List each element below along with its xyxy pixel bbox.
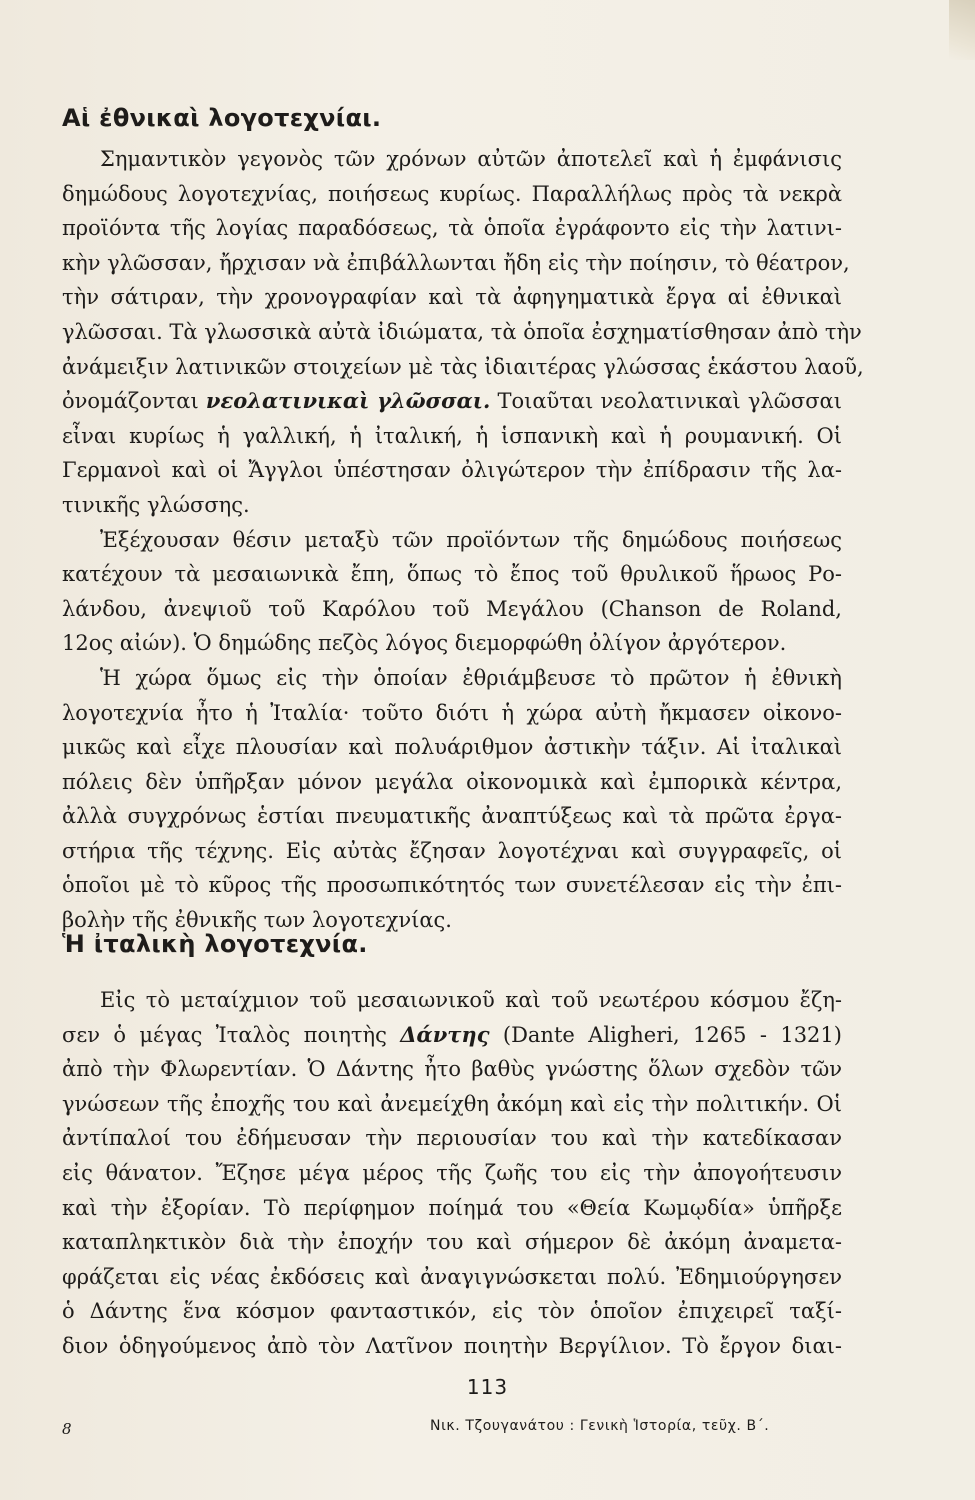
text-line: τὴν σάτιραν, τὴν χρονογραφίαν καὶ τὰ ἀφηγηματικὰ ἔργα αἱ ἐθνικαὶ	[62, 285, 842, 310]
text-line: Εἰς τὸ μεταίχμιον τοῦ μεσαιωνικοῦ καὶ τοῦ νεωτέρου κόσμου ἔζη-	[100, 988, 842, 1012]
text-line: βολὴν τῆς ἐθνικῆς των λογοτεχνίας.	[62, 908, 452, 933]
text-line: λογοτεχνία ἦτο ἡ Ἰταλία· τοῦτο διότι ἡ χώρα αὐτὴ ἤκμασεν οἰκονο-	[62, 700, 842, 725]
text-line: ὁ Δάντης ἕνα κόσμον φανταστικόν, εἰς τὸν ὁποῖον ἐπιχειρεῖ ταξί-	[62, 1299, 842, 1324]
text-line: γνώσεων τῆς ἐποχῆς του καὶ ἀνεμείχθη ἀκόμη καὶ εἰς τὴν πολιτικήν. Οἱ	[62, 1091, 842, 1116]
text-line: πόλεις δὲν ὑπῆρξαν μόνον μεγάλα οἰκονομικὰ καὶ ἐμπορικὰ κέντρα,	[62, 769, 842, 794]
text-line: ἀνάμειξιν λατινικῶν στοιχείων μὲ τὰς ἰδιαιτέρας γλώσσας ἑκάστου λαοῦ,	[62, 354, 864, 379]
text-line: τινικῆς γλώσσης.	[62, 492, 250, 517]
text-line: κὴν γλῶσσαν, ἤρχισαν νὰ ἐπιβάλλωνται ἤδη εἰς τὴν ποίησιν, τὸ θέατρον,	[62, 250, 850, 275]
section-heading-national-literatures: Αἱ ἐθνικαὶ λογοτεχνίαι.	[62, 104, 382, 132]
text-line-mixed	[62, 384, 842, 419]
text-line: ὁποῖοι μὲ τὸ κῦρος τῆς προσωπικότητός των συνετέλεσαν εἰς τὴν ἐπι-	[62, 873, 842, 898]
emphasized-name-dante: Δάντης	[400, 1021, 490, 1047]
text-line: μικῶς καὶ εἶχε πλουσίαν καὶ πολυάριθμον ἀστικὴν τάξιν. Αἱ ἰταλικαὶ	[62, 735, 842, 760]
text-segment: (Dante Aligheri, 1265 - 1321)	[502, 1022, 842, 1047]
text-line: Γερμανοὶ καὶ οἱ Ἄγγλοι ὑπέστησαν ὀλιγώτερον τὴν ἐπίδρασιν τῆς λα-	[62, 458, 842, 483]
text-line: γλῶσσαι. Τὰ γλωσσικὰ αὐτὰ ἰδιώματα, τὰ ὁποῖα ἐσχηματίσθησαν ἀπὸ τὴν	[62, 319, 862, 344]
text-line: δημώδους λογοτεχνίας, ποιήσεως κυρίως. Παραλλήλως πρὸς τὰ νεκρὰ	[62, 181, 842, 206]
text-line: εἰς θάνατον. Ἔζησε μέγα μέρος τῆς ζωῆς του εἰς τὴν ἀπογοήτευσιν	[62, 1160, 842, 1185]
page-corner-fold	[949, 0, 975, 60]
text-line: ἀντίπαλοί του ἐδήμευσαν τὴν περιουσίαν του καὶ τὴν κατεδίκασαν	[62, 1126, 842, 1151]
text-line: καταπληκτικὸν διὰ τὴν ἐποχήν του καὶ σήμερον δὲ ἀκόμη ἀναμετα-	[62, 1230, 842, 1255]
text-line: ἀλλὰ συγχρόνως ἑστίαι πνευματικῆς ἀναπτύξεως καὶ τὰ πρῶτα ἐργα-	[62, 804, 842, 829]
emphasized-term-neo-latin-languages: νεολατινικαὶ γλῶσσαι.	[205, 388, 491, 414]
text-line: ἀπὸ τὴν Φλωρεντίαν. Ὁ Δάντης ἦτο βαθὺς γνώστης ὅλων σχεδὸν τῶν	[62, 1057, 842, 1082]
page-number: 113	[466, 1375, 509, 1399]
text-line: Σημαντικὸν γεγονὸς τῶν χρόνων αὐτῶν ἀποτελεῖ καὶ ἡ ἐμφάνισις	[100, 147, 842, 171]
text-segment: σεν ὁ μέγας Ἰταλὸς ποιητὴς	[62, 1022, 387, 1047]
text-line-mixed	[62, 1018, 842, 1053]
text-line: προϊόντα τῆς λογίας παραδόσεως, τὰ ὁποῖα ἐγράφοντο εἰς τὴν λατινι-	[62, 216, 842, 241]
section-body-national-literatures	[62, 142, 864, 938]
text-line: στήρια τῆς τέχνης. Εἰς αὐτὰς ἔζησαν λογοτέχναι καὶ συγγραφεῖς, οἱ	[62, 838, 842, 863]
section-heading-italian-literature: Ἡ ἰταλικὴ λογοτεχνία.	[62, 930, 368, 958]
signature-mark: 8	[62, 1420, 72, 1438]
text-line: κατέχουν τὰ μεσαιωνικὰ ἔπη, ὅπως τὸ ἔπος τοῦ θρυλικοῦ ἥρωος Ρο-	[62, 562, 842, 587]
text-segment: Τοιαῦται νεολατινικαὶ γλῶσσαι	[497, 389, 842, 414]
text-line: λάνδου, ἀνεψιοῦ τοῦ Καρόλου τοῦ Μεγάλου (Chanson de Roland,	[62, 596, 842, 621]
text-line: διον ὁδηγούμενος ἀπὸ τὸν Λατῖνον ποιητὴν Βεργίλιον. Τὸ ἔργον διαι-	[62, 1333, 842, 1358]
text-line: Ἐξέχουσαν θέσιν μεταξὺ τῶν προϊόντων τῆς δημώδους ποιήσεως	[100, 527, 842, 552]
footer-book-reference: Νικ. Τζουγανάτου : Γενικὴ Ἱστορία, τεῦχ. Β΄.	[430, 1418, 770, 1434]
text-line: καὶ τὴν ἐξορίαν. Τὸ περίφημον ποίημά του «Θεία Κωμῳδία» ὑπῆρξε	[62, 1195, 842, 1220]
text-line: 12ος αἰών). Ὁ δημώδης πεζὸς λόγος διεμορφώθη ὀλίγον ἀργότερον.	[62, 631, 787, 656]
section-body-italian-literature	[62, 983, 842, 1364]
text-line: εἶναι κυρίως ἡ γαλλική, ἡ ἰταλική, ἡ ἱσπανικὴ καὶ ἡ ρουμανική. Οἱ	[62, 423, 842, 448]
text-segment: ὀνομάζονται	[62, 389, 199, 414]
text-line: φράζεται εἰς νέας ἐκδόσεις καὶ ἀναγιγνώσκεται πολύ. Ἐδημιούργησεν	[62, 1264, 842, 1289]
text-line: Ἡ χώρα ὅμως εἰς τὴν ὁποίαν ἐθριάμβευσε τὸ πρῶτον ἡ ἐθνικὴ	[100, 665, 842, 690]
